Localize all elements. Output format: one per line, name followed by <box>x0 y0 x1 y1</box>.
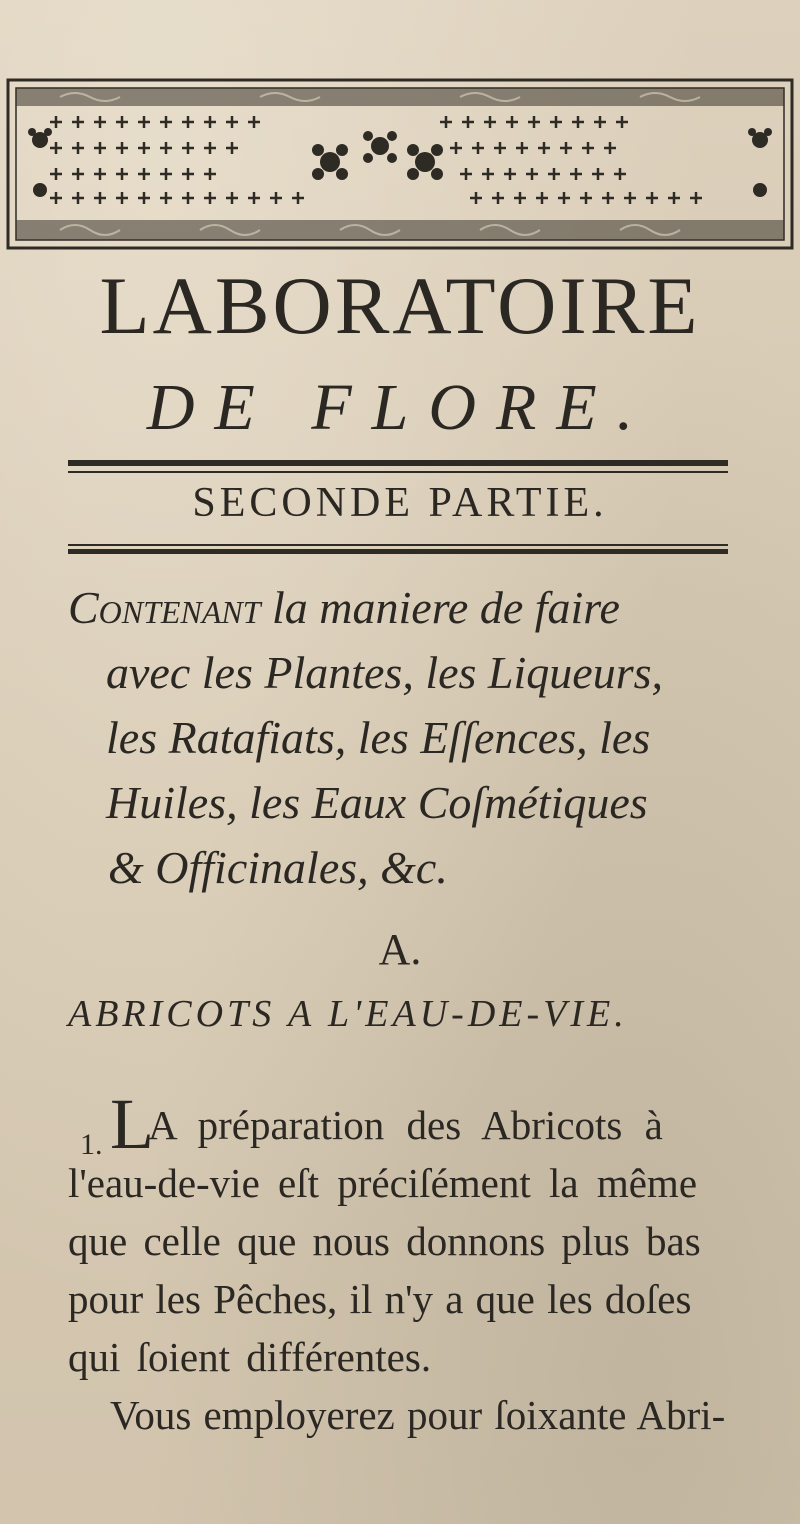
top-rule-thin <box>68 471 728 473</box>
top-rule-thick <box>68 460 728 466</box>
description-lead: Contenant <box>68 582 261 633</box>
drop-cap: L <box>110 1084 154 1164</box>
paragraph-line: qui ſoient différentes. <box>68 1334 432 1380</box>
description-line: avec les Plantes, les Liqueurs, <box>106 647 664 698</box>
paragraph-line: pour les Pêches, il n'y a que les doſes <box>68 1276 692 1322</box>
letter-section-marker: A. <box>378 925 422 974</box>
bottom-rule-thick <box>68 549 728 554</box>
section-label: SECONDE PARTIE. <box>192 480 608 526</box>
paragraph-line: que celle que nous donnons plus bas <box>68 1218 701 1264</box>
paragraph-number: 1. <box>80 1128 103 1161</box>
page-title: LABORATOIRE <box>99 260 701 351</box>
section-heading: ABRICOTS A L'EAU-DE-VIE. <box>68 993 628 1035</box>
paragraph-line: A préparation des Abricots à <box>148 1102 663 1148</box>
paragraph-line: Vous employerez pour ſoixante Abri- <box>110 1392 726 1438</box>
paragraph-line: l'eau-de-vie eſt préciſément la même <box>68 1160 698 1206</box>
description-line: Huiles, les Eaux Coſmétiques <box>106 777 648 828</box>
description-line <box>68 582 620 633</box>
bottom-rule-thin <box>68 544 728 546</box>
description-line-text: la maniere de faire <box>260 582 620 633</box>
description-line: & Officinales, &c. <box>108 842 448 893</box>
description-line: les Ratafiats, les Eſſences, les <box>106 712 651 763</box>
page-subtitle: DE FLORE. <box>146 371 654 444</box>
ornamental-headpiece <box>0 70 800 270</box>
